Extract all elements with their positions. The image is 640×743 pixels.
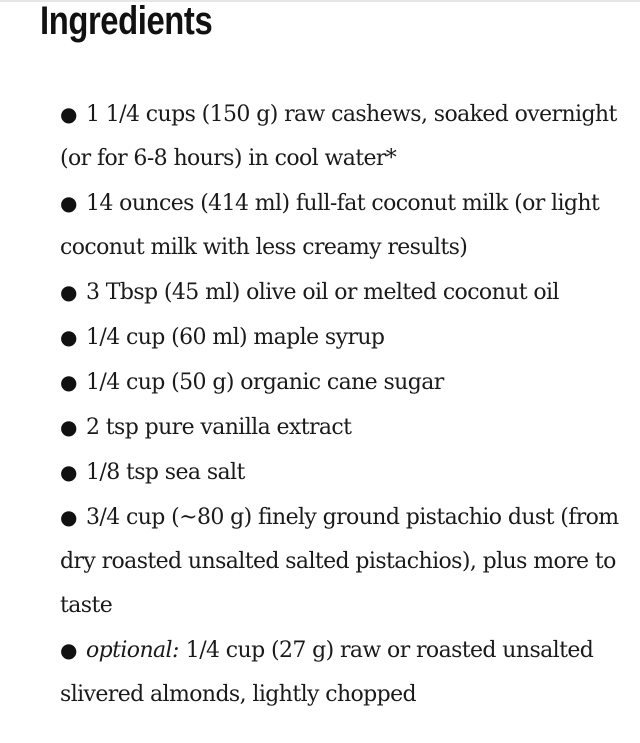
ingredient-list <box>60 92 625 717</box>
bullet-icon: ● <box>60 325 78 349</box>
ingredient-item <box>60 181 625 270</box>
bullet-icon: ● <box>60 370 78 394</box>
section-heading: Ingredients <box>40 0 213 43</box>
ingredient-text: 14 ounces (414 ml) full-fat coconut milk (or light coconut milk with less creamy results) <box>60 191 600 260</box>
ingredient-item <box>60 495 625 628</box>
bullet-icon: ● <box>60 280 78 304</box>
ingredient-item <box>60 315 625 360</box>
bullet-icon: ● <box>60 191 78 215</box>
ingredient-text: 2 tsp pure vanilla extract <box>86 415 352 440</box>
ingredient-item <box>60 92 625 181</box>
ingredient-text: 1 1/4 cups (150 g) raw cashews, soaked overnight (or for 6-8 hours) in cool water* <box>60 102 617 171</box>
bullet-icon: ● <box>60 505 78 529</box>
ingredient-text: 3/4 cup (~80 g) finely ground pistachio dust (from dry roasted unsalted salted pistachios), plus more to taste <box>60 505 619 618</box>
bullet-icon: ● <box>60 638 78 662</box>
ingredient-text: 1/4 cup (27 g) raw or roasted unsalted slivered almonds, lightly chopped <box>60 638 594 707</box>
ingredient-text: 1/4 cup (50 g) organic cane sugar <box>86 370 444 395</box>
ingredient-text: 1/4 cup (60 ml) maple syrup <box>86 325 385 350</box>
ingredient-item <box>60 405 625 450</box>
ingredient-text: 3 Tbsp (45 ml) olive oil or melted coconut oil <box>86 280 559 305</box>
ingredient-item <box>60 450 625 495</box>
ingredient-item <box>60 270 625 315</box>
ingredient-text: 1/8 tsp sea salt <box>86 460 245 485</box>
ingredient-item <box>60 628 625 717</box>
bullet-icon: ● <box>60 415 78 439</box>
optional-label: optional: <box>86 638 179 663</box>
bullet-icon: ● <box>60 102 78 126</box>
bullet-icon: ● <box>60 460 78 484</box>
ingredient-item <box>60 360 625 405</box>
